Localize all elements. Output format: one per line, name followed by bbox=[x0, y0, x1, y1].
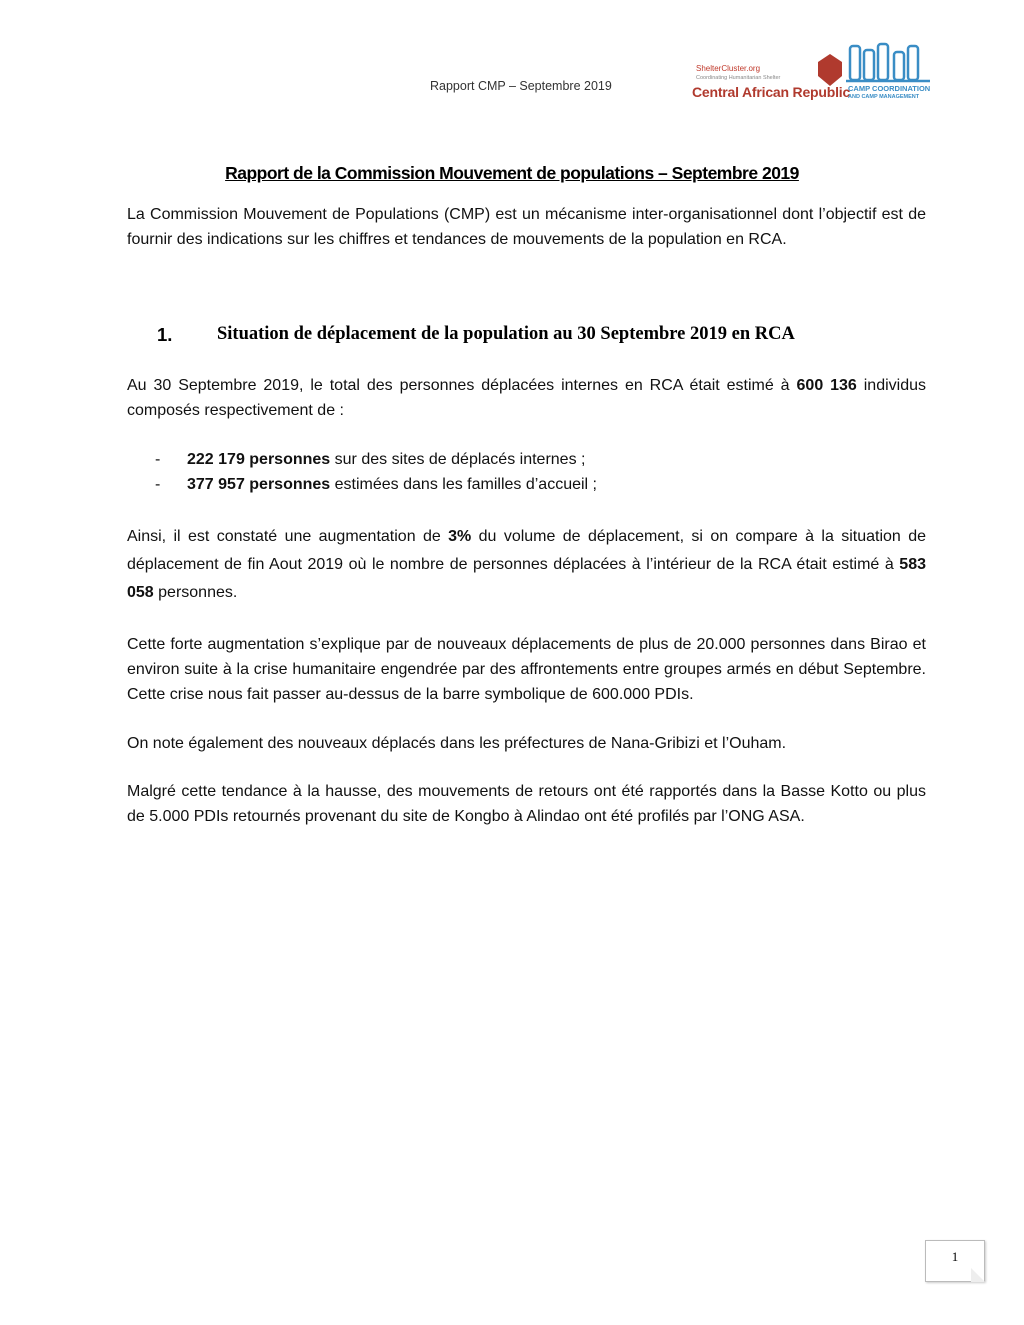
logo-cccm-line2: AND CAMP MANAGEMENT bbox=[848, 94, 920, 100]
shelter-cluster-logo bbox=[690, 40, 935, 106]
paragraph-returns: Malgré cette tendance à la hausse, des mouvements de retours ont été rapportés dans la Basse Kotto ou plus de 5.000 PDIs retournés provenant du site de Kongbo à Alindao ont été profilés par l’ONG ASA. bbox=[127, 783, 926, 825]
list-item: - 377 957 personnes estimées dans les familles d’accueil ; bbox=[155, 476, 597, 493]
p1-total: 600 136 bbox=[796, 377, 857, 394]
document-title: Rapport de la Commission Mouvement de populations – Septembre 2019 bbox=[225, 163, 799, 183]
increase-percent: 3% bbox=[448, 528, 472, 545]
page-number: 1 bbox=[925, 1240, 985, 1282]
paragraph-new-displaced: On note également des nouveaux déplacés dans les préfectures de Nana-Gribizi et l’Ouham. bbox=[127, 735, 787, 752]
logo-country: Central African Republic bbox=[692, 84, 851, 100]
section-title: Situation de déplacement de la population au 30 Septembre 2019 en RCA bbox=[217, 324, 795, 344]
breakdown-list bbox=[155, 447, 597, 497]
paragraph-increase: Ainsi, il est constaté une augmentation de 3% du volume de déplacement, si on compare à la situation de déplacement de fin Aout 2019 où le nombre de personnes déplacées à l’intérieur de la RCA était estimé à 583 058 personnes. bbox=[127, 528, 926, 601]
intro-paragraph: La Commission Mouvement de Populations (CMP) est un mécanisme inter-organisationnel dont l’objectif est de fournir des indications sur les chiffres et tendances de mouvements de la population en RCA. bbox=[127, 206, 926, 248]
logo-subtitle: Coordinating Humanitarian Shelter bbox=[696, 75, 781, 81]
p1-text-b: individus composés respectivement de : bbox=[127, 377, 927, 419]
section-number: 1. bbox=[157, 324, 173, 345]
previous-total: 583 058 bbox=[127, 556, 926, 601]
paragraph-total bbox=[127, 373, 926, 423]
running-header: Rapport CMP – Septembre 2019 bbox=[430, 79, 612, 93]
page-curl-icon bbox=[971, 1268, 985, 1282]
p1-text-a: Au 30 Septembre 2019, le total des personnes déplacées internes en RCA était estimé à bbox=[127, 377, 797, 394]
logo-url: ShelterCluster.org bbox=[696, 64, 761, 73]
logo-cccm-line1: CAMP COORDINATION bbox=[848, 84, 931, 93]
list-item: - 222 179 personnes sur des sites de déplacés internes ; bbox=[155, 451, 586, 468]
paragraph-explanation: Cette forte augmentation s’explique par de nouveaux déplacements de plus de 20.000 personnes dans Birao et environ suite à la crise humanitaire engendrée par des affrontements entre groupes armés en début Septembre. Cette crise nous fait passer au-dessus de la barre symbolique de 600.000 PDIs. bbox=[127, 636, 926, 703]
